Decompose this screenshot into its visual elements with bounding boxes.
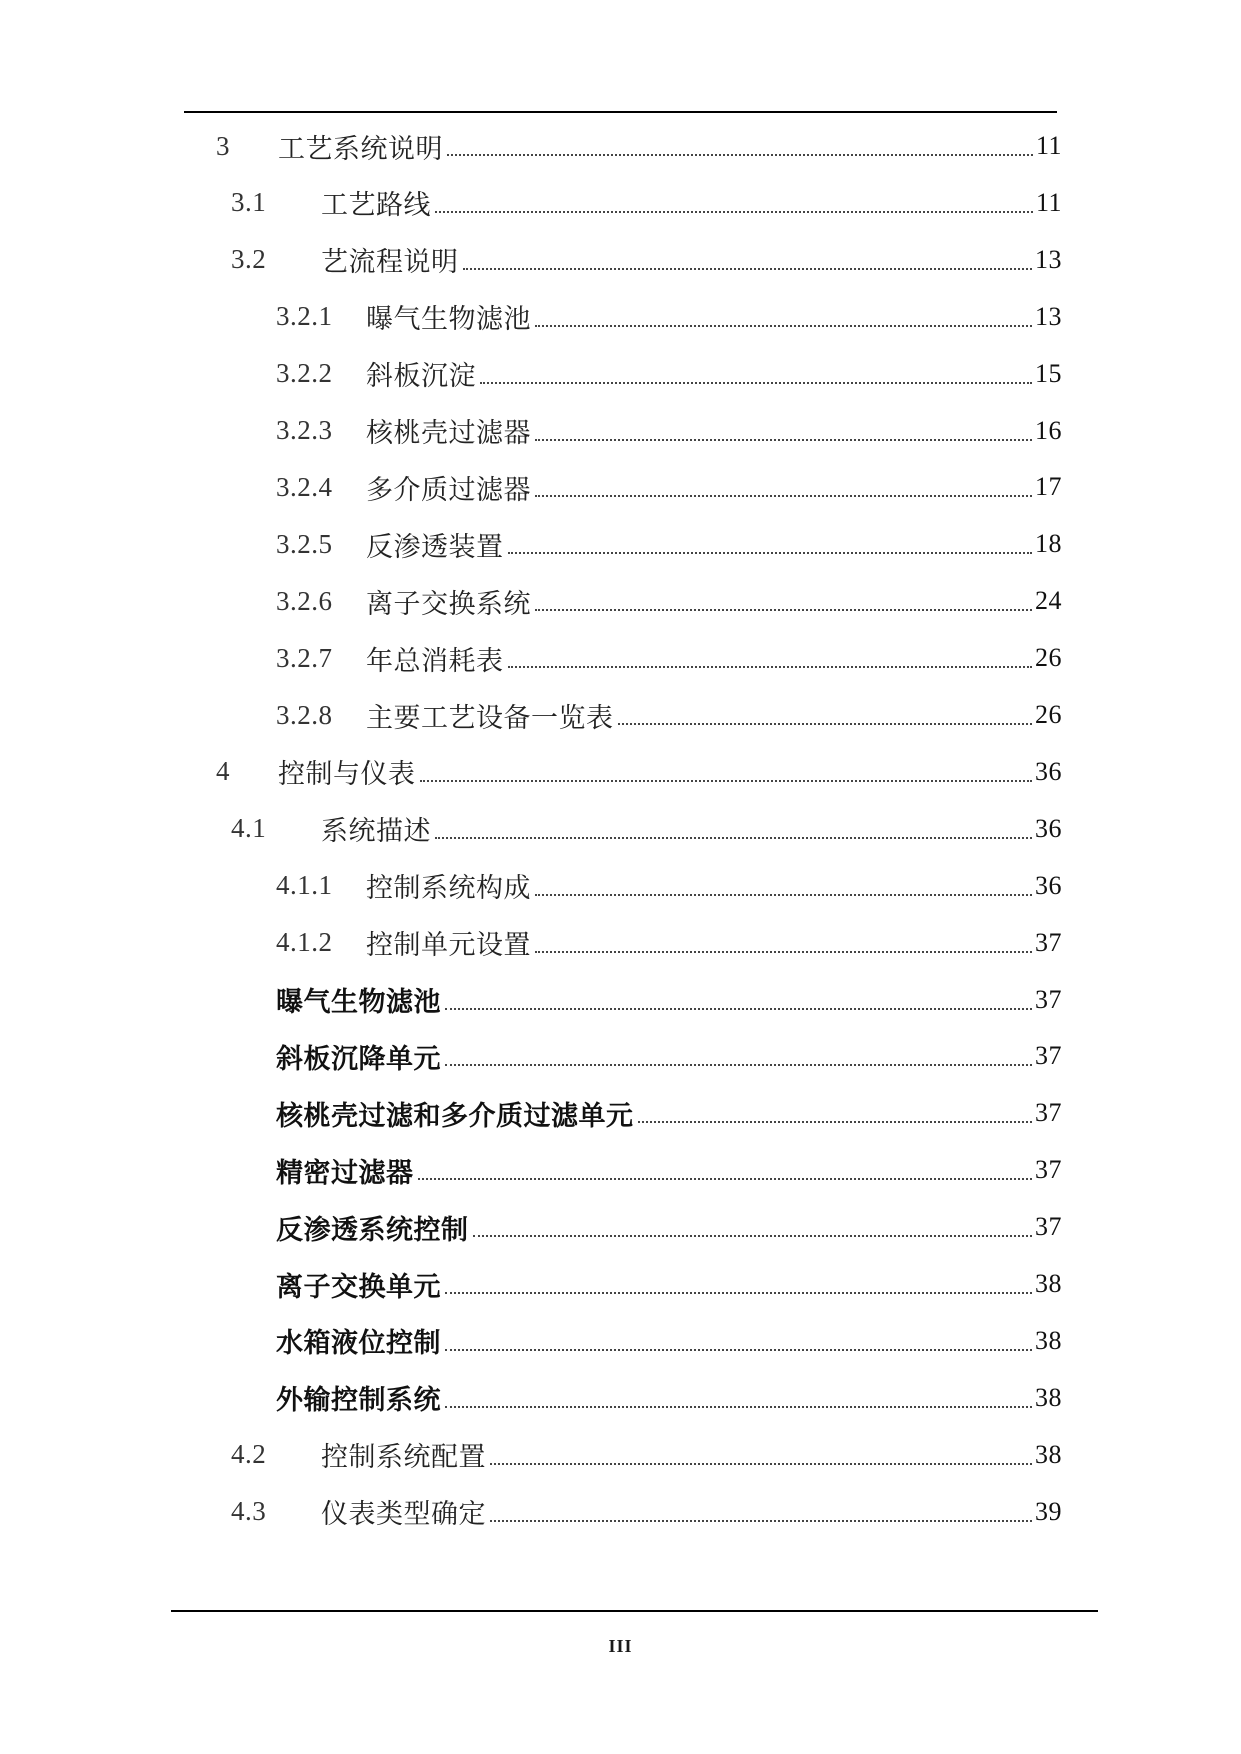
toc-entry-page: 26 [1035,700,1062,729]
toc-entry-page: 11 [1035,131,1062,160]
toc-dot-leader [447,154,1033,156]
toc-entry-number: 4.2 [231,1439,267,1470]
toc-entry-title: 曝气生物滤池 [276,987,441,1018]
toc-entry[interactable] [276,524,1062,564]
toc-entry-page: 36 [1035,756,1062,786]
toc-entry-page: 38 [1035,1439,1062,1469]
toc-entry[interactable] [276,354,1062,394]
toc-entry[interactable] [276,297,1062,337]
toc-entry-number: 3.2.6 [276,585,333,616]
toc-dot-leader [445,1064,1032,1066]
toc-entry-number: 4.1.1 [276,870,333,901]
toc-entry-number: 4.1.2 [276,927,333,958]
toc-entry-page: 13 [1035,301,1062,331]
toc-entry-page: 36 [1035,813,1062,843]
toc-entry-number: 3.2.7 [276,642,333,673]
toc-entry-title: 主要工艺设备一览表 [366,702,614,734]
toc-entry[interactable] [276,467,1062,507]
toc-entry-page: 39 [1035,1496,1062,1526]
toc-dot-leader [445,1406,1032,1408]
toc-entry-number: 3.1 [231,187,267,218]
toc-entry[interactable] [276,1207,1062,1247]
toc-dot-leader [445,1349,1032,1351]
toc-entry-page: 37 [1035,1041,1062,1071]
toc-entry-page: 38 [1035,1382,1062,1412]
toc-dot-leader [435,837,1032,839]
toc-entry-title: 控制系统配置 [321,1442,486,1474]
toc-entry-page: 38 [1035,1269,1062,1298]
toc-entry-title: 控制与仪表 [278,759,416,791]
toc-entry[interactable] [276,1378,1062,1418]
toc-entry-number: 3 [216,130,230,161]
toc-dot-leader [535,325,1032,327]
toc-dot-leader [480,382,1032,384]
toc-entry-number: 4 [216,756,230,787]
footer-rule [171,1610,1098,1612]
toc-entry-title: 精密过滤器 [276,1157,414,1189]
toc-entry-page: 13 [1035,244,1062,274]
toc-entry[interactable] [276,411,1062,451]
toc-entry-number: 3.2.1 [276,301,333,332]
toc-entry-number: 3.2 [231,244,267,275]
toc-entry-title: 工艺路线 [321,190,431,222]
toc-entry-page: 37 [1035,1212,1062,1242]
toc-entry-title: 外输控制系统 [276,1385,441,1417]
toc-entry-page: 24 [1035,586,1062,616]
toc-dot-leader [445,1008,1032,1010]
toc-entry[interactable] [276,1321,1062,1361]
toc-dot-leader [535,609,1032,611]
toc-entry-title: 水箱液位控制 [276,1328,441,1360]
toc-entry-title: 斜板沉降单元 [276,1043,441,1075]
toc-entry-title: 控制单元设置 [366,930,531,962]
header-rule [184,111,1057,113]
toc-entry[interactable] [276,1036,1062,1076]
toc-entry-page: 17 [1035,472,1062,502]
toc-entry-page: 37 [1035,927,1062,957]
toc-entry-number: 3.2.8 [276,699,333,730]
toc-dot-leader [638,1121,1033,1123]
toc-entry-number: 3.2.2 [276,358,333,389]
toc-dot-leader [508,552,1033,554]
toc-dot-leader [420,780,1033,782]
toc-entry-number: 3.2.3 [276,415,333,445]
toc-entry-number: 4.3 [231,1496,267,1527]
toc-entry-title: 核桃壳过滤和多介质过滤单元 [276,1100,634,1132]
page-number: III [608,1636,633,1656]
toc-dot-leader [490,1520,1032,1522]
toc-entry-title: 反渗透系统控制 [276,1214,469,1246]
toc-entry-page: 36 [1035,870,1062,900]
toc-entry-page: 26 [1035,643,1062,673]
toc-entry[interactable] [231,809,1062,849]
toc-entry-title: 艺流程说明 [321,247,459,279]
toc-entry[interactable] [276,923,1062,963]
toc-entry-title: 控制系统构成 [366,873,531,905]
toc-entry-page: 16 [1035,415,1062,445]
toc-entry-number: 3.2.5 [276,528,333,559]
toc-entry-title: 多介质过滤器 [366,474,531,506]
toc-entry[interactable] [276,581,1062,621]
toc-entry[interactable] [216,126,1062,166]
toc-dot-leader [535,951,1032,953]
toc-dot-leader [435,211,1033,213]
toc-entry-title: 反渗透装置 [366,531,504,563]
toc-entry[interactable] [276,1093,1062,1133]
toc-entry-title: 斜板沉淀 [366,361,476,393]
toc-dot-leader [535,495,1032,497]
toc-entry-title: 核桃壳过滤器 [366,418,531,449]
toc-dot-leader [445,1292,1032,1294]
toc-dot-leader [418,1178,1033,1180]
toc-entry-title: 曝气生物滤池 [366,304,531,336]
toc-entry-title: 离子交换系统 [366,588,531,620]
toc-entry[interactable] [231,183,1062,223]
toc-entry-title: 仪表类型确定 [321,1499,486,1531]
toc-entry[interactable] [231,1492,1062,1532]
toc-entry-title: 系统描述 [321,816,431,848]
toc-entry-page: 18 [1035,529,1062,559]
toc-entry[interactable] [231,1435,1062,1475]
toc-entry-page: 37 [1035,984,1062,1014]
toc-entry-title: 工艺系统说明 [278,133,443,165]
toc-entry-title: 年总消耗表 [366,645,504,677]
toc-dot-leader [618,723,1033,725]
toc-entry[interactable] [276,980,1062,1020]
toc-dot-leader [508,666,1033,668]
toc-dot-leader [535,439,1032,441]
toc-dot-leader [463,268,1033,270]
toc-entry[interactable] [276,638,1062,678]
toc-entry[interactable] [216,752,1062,792]
toc-entry[interactable] [276,695,1062,735]
toc-entry-title: 离子交换单元 [276,1271,441,1303]
toc-entry-page: 15 [1035,358,1062,388]
toc-dot-leader [473,1235,1033,1237]
toc-entry[interactable] [231,240,1062,280]
toc-entry-page: 38 [1035,1325,1062,1355]
toc-entry-page: 11 [1035,187,1062,217]
toc-entry-number: 4.1 [231,813,267,844]
toc-entry-number: 3.2.4 [276,471,333,502]
toc-entry[interactable] [276,1150,1062,1190]
toc-entry[interactable] [276,1264,1062,1304]
toc-entry[interactable] [276,866,1062,906]
toc-entry-page: 37 [1035,1155,1062,1185]
toc-dot-leader [490,1463,1032,1465]
toc-entry-page: 37 [1035,1098,1062,1128]
toc-dot-leader [535,894,1032,896]
